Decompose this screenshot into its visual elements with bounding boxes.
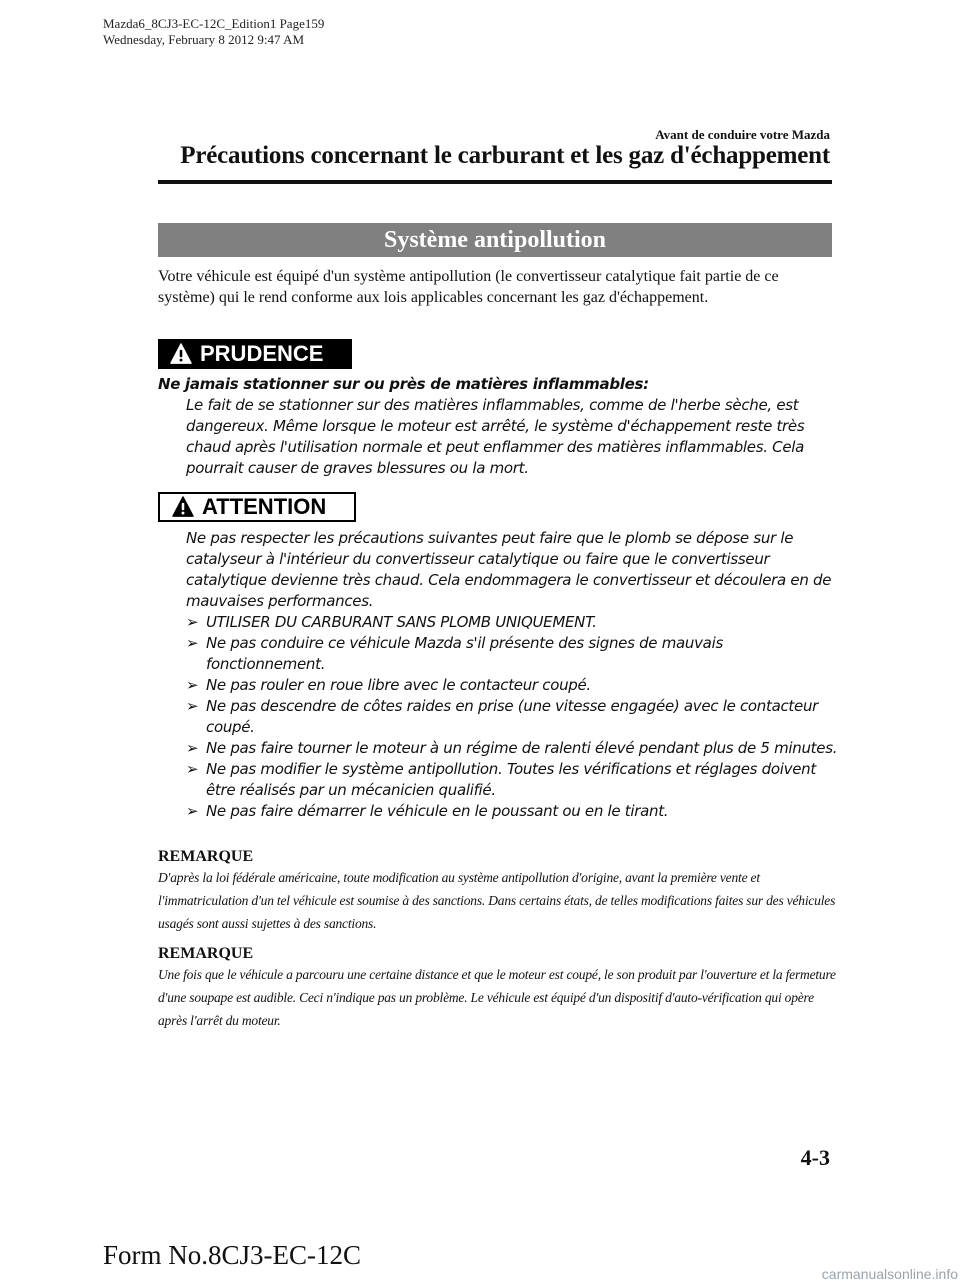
list-item [186,633,846,675]
note-body: D'après la loi fédérale américaine, toute modification au système antipollution d'origine, avant la première vente et l'immatriculation d'un tel véhicule est soumise à des sanctions. Dans certains états, de telles modifications faites sur des véhicules usagés sont aussi sujettes à des sanctions. [158,870,836,931]
attention-label-text: ATTENTION [202,494,327,519]
list-item [186,696,846,738]
warning-triangle-icon [170,343,192,365]
watermark: carmanualsonline.info [821,1266,958,1282]
list-item [186,801,846,822]
note-body: Une fois que le véhicule a parcouru une certaine distance et que le moteur est coupé, le son produit par l'ouverture et la fermeture d'une soupape est audible. Ceci n'indique pas un problème. Le véhicule est équipé d'un dispositif d'auto-vérification qui opère après l'arrêt du moteur. [158,967,836,1028]
arrow-bullet-icon: ➢ [186,634,199,652]
list-item-text: Ne pas faire tourner le moteur à un régime de ralenti élevé pendant plus de 5 minutes. [206,739,838,757]
list-item [186,612,846,633]
list-item-text: Ne pas rouler en roue libre avec le contacteur coupé. [206,676,591,694]
print-metadata [103,16,324,48]
arrow-bullet-icon: ➢ [186,802,199,820]
page-number: 4-3 [800,1145,830,1170]
attention-body: Ne pas respecter les précautions suivantes peut faire que le plomb se dépose sur le catalyseur à l'intérieur du convertisseur catalytique ou faire que le convertisseur catalytique devienne très chaud. Cela endommagera le convertisseur et découlera en de mauvaises performances. [186,529,832,610]
arrow-bullet-icon: ➢ [186,760,199,778]
arrow-bullet-icon: ➢ [186,613,199,631]
list-item-text: Ne pas faire démarrer le véhicule en le poussant ou en le tirant. [206,802,669,820]
list-item-text: Ne pas conduire ce véhicule Mazda s'il présente des signes de mauvais fonctionnement. [206,634,723,673]
arrow-bullet-icon: ➢ [186,697,199,715]
list-item [186,759,846,801]
print-metadata-line: Wednesday, February 8 2012 9:47 AM [103,32,305,47]
prudence-body: Le fait de se stationner sur des matières inflammables, comme de l'herbe sèche, est dangereux. Même lorsque le moteur est arrêté, le système d'échappement reste très chaud après l'utilisation normale et peut enflammer des matières inflammables. Cela pourrait causer de graves blessures ou la mort. [186,396,805,477]
list-item [186,675,846,696]
form-number: Form No.8CJ3-EC-12C [103,1240,362,1270]
arrow-bullet-icon: ➢ [186,739,199,757]
page-title: Précautions concernant le carburant et les gaz d'échappement [180,142,830,169]
attention-list [186,612,846,822]
prudence-label-text: PRUDENCE [200,341,324,366]
prudence-heading: Ne jamais stationner sur ou près de matières inflammables: [158,375,649,393]
list-item [186,738,846,759]
list-item-text: Ne pas descendre de côtes raides en prise (une vitesse engagée) avec le contacteur coupé. [206,697,819,736]
arrow-bullet-icon: ➢ [186,676,199,694]
warning-triangle-icon [172,496,194,518]
note-heading: REMARQUE [158,945,254,962]
chapter-subtitle: Avant de conduire votre Mazda [655,127,830,142]
list-item-text: Ne pas modifier le système antipollution. Toutes les vérifications et réglages doivent être réalisés par un mécanicien qualifié. [206,760,816,799]
list-item-text: UTILISER DU CARBURANT SANS PLOMB UNIQUEMENT. [206,613,597,631]
prudence-label [158,339,352,369]
attention-label [158,492,356,522]
section-title: Système antipollution [158,223,832,257]
header-divider [158,180,832,184]
intro-paragraph: Votre véhicule est équipé d'un système antipollution (le convertisseur catalytique fait partie de ce système) qui le rend conforme aux lois applicables concernant les gaz d'échappement. [158,268,779,306]
print-metadata-line: Mazda6_8CJ3-EC-12C_Edition1 Page159 [103,16,325,31]
note-heading: REMARQUE [158,848,254,865]
